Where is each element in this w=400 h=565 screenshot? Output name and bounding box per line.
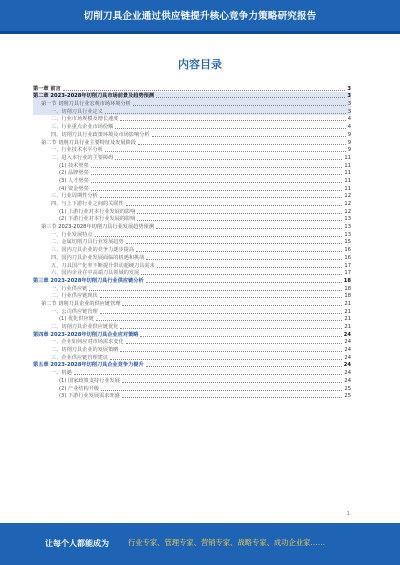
toc-leader-dots [91, 167, 343, 168]
toc-leader-dots [157, 267, 343, 268]
toc-entry-page: 17 [344, 270, 351, 277]
toc-leader-dots [122, 382, 343, 383]
toc-entry-page: 11 [344, 170, 351, 177]
toc-entry-title: 第四章 2023-2028年切削刀具企业应对策略 [33, 331, 139, 338]
toc-entry[interactable] [33, 376, 351, 384]
toc-entry-title: 一、行业供应链 [51, 285, 88, 292]
toc-leader-dots [101, 390, 342, 391]
toc-leader-dots [146, 366, 342, 367]
toc-entry-page: 24 [344, 370, 351, 377]
toc-entry-title: 第二章 2023-2028年切削刀具市场前景及趋势预测 [33, 93, 155, 100]
toc-entry-title: 四、与上下游行业之间的关联性 [51, 201, 124, 207]
toc-entry[interactable] [33, 161, 351, 169]
toc-entry[interactable] [33, 284, 351, 292]
toc-entry-page: 18 [343, 277, 351, 284]
toc-entry[interactable] [33, 353, 351, 361]
toc-entry[interactable] [33, 276, 351, 284]
toc-leader-dots [156, 97, 345, 98]
toc-leader-dots [100, 197, 343, 198]
toc-entry-page: 13 [344, 231, 351, 238]
toc-entry-title: 三、国内刀具企业的竞争力逐步提高 [51, 247, 135, 254]
toc-entry-page: 9 [347, 139, 351, 146]
toc-entry-page: 3 [347, 101, 351, 108]
toc-entry-page: 3 [347, 85, 351, 92]
report-title: 切削刀具企业通过供应链提升核心竞争力策略研究报告 [83, 11, 317, 22]
toc-entry-title: (1) 技术壁垒 [59, 162, 89, 169]
toc-entry[interactable] [33, 315, 351, 323]
toc-entry-page: 24 [344, 377, 351, 384]
toc-entry-title: 一、公司供应链管理 [51, 308, 98, 315]
toc-entry[interactable] [33, 238, 351, 246]
toc-entry-page: 3 [347, 108, 351, 115]
toc-entry[interactable] [33, 99, 351, 107]
toc-leader-dots [133, 105, 346, 106]
toc-entry-title: 第二节 切削刀具行业主要特征及发展阶段 [41, 139, 137, 146]
toc-entry-title: 第一节 切削刀具行业宏观市场环境分析 [41, 101, 131, 108]
toc-entry-title: 二、行业市场规模及增长速度 [51, 116, 119, 123]
toc-leader-dots [126, 205, 343, 206]
toc-entry-title: 一、机遇 [51, 370, 72, 377]
toc-leader-dots [110, 359, 342, 360]
toc-leader-dots [141, 274, 342, 275]
toc-entry-page: 11 [344, 154, 351, 161]
footer-banner [0, 523, 400, 565]
toc-entry-page: 11 [344, 177, 351, 184]
toc-entry[interactable] [33, 392, 351, 400]
toc-entry[interactable] [33, 384, 351, 392]
toc-entry[interactable] [33, 84, 351, 92]
table-of-contents [33, 84, 351, 399]
toc-entry[interactable] [33, 153, 351, 161]
toc-entry-page: 18 [344, 285, 351, 292]
toc-entry[interactable] [33, 184, 351, 192]
toc-entry[interactable] [33, 222, 351, 230]
toc-leader-dots [96, 320, 342, 321]
toc-entry-title: 三、行业重点企业市场份额 [51, 124, 114, 131]
toc-entry-title: (1) 国家政策支持行业发展 [59, 377, 120, 384]
toc-entry[interactable] [33, 92, 351, 100]
toc-entry[interactable] [33, 138, 351, 146]
toc-entry[interactable] [33, 345, 351, 353]
toc-entry-page: 24 [344, 339, 351, 346]
toc-entry-page: 13 [344, 224, 351, 231]
toc-entry[interactable] [33, 107, 351, 115]
toc-entry-title: (3) 人才壁垒 [59, 177, 89, 184]
toc-entry[interactable] [33, 146, 351, 154]
footer-slogan: 让每个人都能成为 [45, 539, 109, 548]
toc-leader-dots [137, 220, 342, 221]
toc-entry-title: 四、国内刀具企业发展面临的机遇和挑战 [51, 254, 145, 261]
toc-entry-title: (1) 优化供应链 [59, 316, 94, 323]
toc-entry[interactable] [33, 299, 351, 307]
toc-entry-page: 12 [344, 208, 351, 215]
toc-entry-page: 24 [344, 347, 351, 354]
toc-entry-page: 4 [347, 116, 351, 123]
toc-entry-page: 3 [347, 93, 351, 100]
toc-entry[interactable] [33, 245, 351, 253]
toc-entry-title: 二、行业供应链现状 [51, 293, 98, 300]
toc-entry-title: 三、行业周期性分析 [51, 193, 98, 200]
toc-entry[interactable] [33, 122, 351, 130]
toc-entry-title: 第三节 2023-2028年切削刀具行业发展趋势预测 [41, 224, 154, 231]
toc-leader-dots [115, 128, 345, 129]
toc-entry-page: 9 [347, 147, 351, 154]
toc-entry[interactable] [33, 176, 351, 184]
toc-entry[interactable] [33, 322, 351, 330]
toc-entry[interactable] [33, 338, 351, 346]
toc-leader-dots [136, 251, 342, 252]
toc-entry[interactable] [33, 261, 351, 269]
toc-leader-dots [91, 182, 343, 183]
page-number: 1 [346, 511, 350, 517]
toc-leader-dots [74, 374, 343, 375]
toc-entry[interactable] [33, 292, 351, 300]
toc-entry-page: 9 [347, 131, 351, 138]
toc-entry-page: 24 [343, 362, 351, 369]
toc-leader-dots [146, 282, 342, 283]
toc-entry-title: (4) 资金壁垒 [59, 185, 89, 192]
toc-leader-dots [152, 136, 346, 137]
toc-entry-page: 17 [344, 262, 351, 269]
toc-entry[interactable] [33, 115, 351, 123]
toc-entry-title: 三、企业供应链管理建议 [51, 354, 109, 361]
toc-leader-dots [120, 351, 342, 352]
toc-entry[interactable] [33, 269, 351, 277]
toc-entry[interactable] [33, 199, 351, 207]
toc-entry-title: (2) 品牌壁垒 [59, 170, 89, 177]
toc-entry-title: (2) 下游行业对本行业发展的影响 [59, 216, 136, 223]
toc-entry-title: (3) 下游行业发展需求旺盛 [59, 393, 120, 400]
toc-entry-page: 24 [344, 354, 351, 361]
toc-entry-page: 21 [344, 316, 351, 323]
toc-heading: 内容目录 [178, 58, 222, 71]
toc-leader-dots [126, 243, 343, 244]
toc-leader-dots [115, 159, 342, 160]
toc-entry[interactable] [33, 130, 351, 138]
toc-entry[interactable] [33, 207, 351, 215]
toc-entry[interactable] [33, 253, 351, 261]
toc-entry-page: 21 [344, 300, 351, 307]
toc-entry-page: 11 [344, 162, 351, 169]
toc-entry[interactable] [33, 169, 351, 177]
toc-entry-page: 18 [344, 293, 351, 300]
toc-entry-title: (2) 产业结构升级 [59, 385, 100, 392]
toc-entry-title: 二、切削刀具企业供应链优化 [51, 324, 119, 330]
toc-entry[interactable] [33, 368, 351, 376]
toc-entry-title: 二、进入本行业的主要障碍 [51, 154, 114, 161]
toc-entry[interactable] [33, 361, 351, 369]
toc-entry[interactable] [33, 330, 351, 338]
toc-entry-page: 4 [347, 124, 351, 131]
toc-leader-dots [146, 259, 342, 260]
toc-leader-dots [100, 297, 343, 298]
toc-leader-dots [120, 328, 342, 329]
toc-leader-dots [120, 120, 345, 121]
toc-entry-page: 21 [344, 324, 351, 330]
toc-leader-dots [122, 305, 342, 306]
report-header [0, 0, 400, 34]
toc-entry-title: 二、金属切削刀具行业发展趋势 [51, 239, 124, 246]
toc-leader-dots [95, 236, 343, 237]
toc-entry-title: 第二节 切削刀具企业的供应链管理 [41, 300, 121, 307]
toc-entry[interactable] [33, 230, 351, 238]
toc-entry-page: 24 [343, 331, 351, 338]
toc-entry-page: 12 [344, 201, 351, 207]
toc-entry-title: 一、企业如何应对市场需求变化 [51, 339, 124, 346]
toc-leader-dots [63, 90, 346, 91]
toc-entry-title: 一、行业技术水平分析 [51, 147, 103, 154]
toc-leader-dots [140, 336, 341, 337]
toc-entry-page: 13 [344, 216, 351, 223]
toc-entry-title: 第三章 2023-2028年切削刀具行业供应链分析 [33, 277, 144, 284]
toc-entry-title: 二、切削刀具企业的发展策略 [51, 347, 119, 354]
toc-entry-title: 第五章 2023-2028年切削刀具企业竞争力提升 [33, 362, 144, 369]
toc-entry-page: 15 [344, 239, 351, 246]
toc-entry[interactable] [33, 307, 351, 315]
toc-leader-dots [137, 213, 342, 214]
toc-leader-dots [89, 290, 342, 291]
toc-leader-dots [100, 313, 343, 314]
toc-entry-title: 一、切削刀具行业定义 [51, 108, 103, 115]
toc-entry-title: 一、行业发展特点 [51, 231, 93, 238]
toc-leader-dots [91, 190, 343, 191]
toc-entry-title: 第一章 前言 [33, 85, 61, 92]
toc-leader-dots [105, 151, 346, 152]
toc-entry-page: 11 [344, 185, 351, 192]
toc-leader-dots [156, 228, 342, 229]
toc-entry-page: 21 [344, 308, 351, 315]
toc-leader-dots [138, 144, 346, 145]
toc-entry-page: 25 [344, 393, 351, 400]
toc-entry-page: 16 [344, 254, 351, 261]
toc-entry-title: (1) 上游行业对本行业发展的影响 [59, 208, 136, 215]
toc-leader-dots [91, 174, 343, 175]
toc-entry-title: 四、切削刀具行业政策环境及市场影响分析 [51, 131, 150, 138]
toc-leader-dots [105, 113, 346, 114]
toc-leader-dots [126, 343, 343, 344]
toc-entry-title: 六、国内企业在中高端刀具领域的发展 [51, 270, 140, 277]
toc-leader-dots [122, 397, 343, 398]
toc-entry-title: 五、刀具国产化率不断提升带动超硬刀具需求 [51, 262, 155, 269]
toc-entry[interactable] [33, 215, 351, 223]
toc-entry-page: 25 [344, 385, 351, 392]
footer-tagline: 行业专家、管理专家、营销专家、战略专家、成功企业家…… [128, 538, 326, 547]
toc-entry-page: 16 [344, 247, 351, 254]
toc-entry-page: 12 [344, 193, 351, 200]
toc-entry[interactable] [33, 192, 351, 200]
